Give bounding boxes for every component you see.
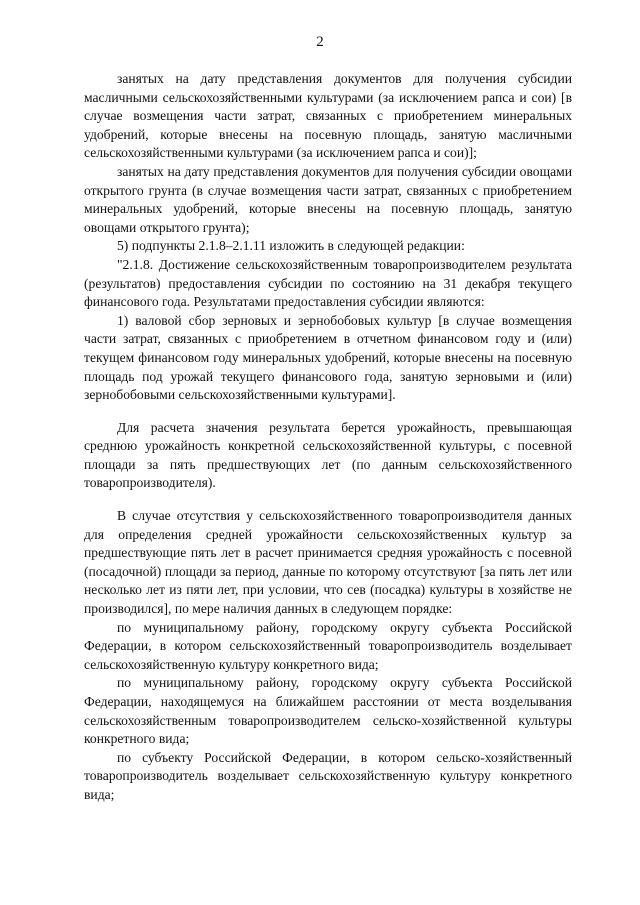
paragraph-by-municipal-district: по муниципальному району, городскому округу субъекта Российской Федерации, в котором сельскохозяйственный товаропроизводитель возделывает сельскохозяйственную культуру конкретного вида; (84, 619, 572, 672)
page-number: 2 (316, 34, 324, 50)
paragraph-subclauses-amendment: 5) подпункты 2.1.8–2.1.11 изложить в следующей редакции: (117, 238, 465, 254)
paragraph-clause-2-1-8: "2.1.8. Достижение сельскохозяйственным товаропроизводителем результата (результатов) предоставления субсидии по состоянию на 31 декабря текущего финансового года. Результатами предоставления субсидии являются: (84, 256, 572, 310)
paragraph-by-federal-subject: по субъекту Российской Федерации, в котором сельско-хозяйственный товаропроизводитель возделывает сельскохозяйственную культуру конкретного вида; (84, 749, 572, 802)
paragraph-by-nearest-district: по муниципальному району, городскому округу субъекта Российской Федерации, находящемуся на ближайшем расстоянии от места возделывания сельскохозяйственным товаропроизводителем сельско-хозяйственной культуры конкретного вида; (84, 675, 572, 747)
paragraph-missing-data-procedure: В случае отсутствия у сельскохозяйственного товаропроизводителя данных для определения средней урожайности сельскохозяйственных культур за предшествующие пять лет в расчет принимается средняя урожайность с посевной (посадочной) площади за период, данные по которому отсутствуют [за пять лет или несколько лет из пяти лет, при условии, что сев (посадка) культуры в хозяйстве не производился], по мере наличия данных в следующем порядке: (84, 508, 572, 617)
paragraph-oilseed-crops: занятых на дату представления документов для получения субсидии масличными сельскохозяйственными культурами (за исключением рапса и сои) [в случае возмещения части затрат, связанных с приобретением минеральных удобрений, которые внесены на посевную площадь, занятую масличными сельскохозяйственными культурами (за исключением рапса и сои)]; (84, 71, 572, 161)
document-body (84, 70, 572, 805)
paragraph-yield-calculation: Для расчета значения результата берется урожайность, превышающая среднюю урожайность конкретной сельскохозяйственной культуры, с посевной площади за пять предшествующих лет (по данным сельскохозяйственного товаропроизводителя). (84, 419, 572, 491)
paragraph-open-ground-vegetables: занятых на дату представления документов для получения субсидии овощами открытого грунта (в случае возмещения части затрат, связанных с приобретением минеральных удобрений, которые внесены на посевную площадь, занятую овощами открытого грунта); (84, 163, 572, 235)
paragraph-result-1-grain-harvest: 1) валовой сбор зерновых и зернобобовых культур [в случае возмещения части затрат, связанных с приобретением в отчетном финансовом году и (или) текущем финансовом году минеральных удобрений, которые внесены на посевную площадь под урожай текущего финансового года, занятую зерновыми и (или) зернобобовыми сельскохозяйственными культурами]. (84, 312, 572, 403)
